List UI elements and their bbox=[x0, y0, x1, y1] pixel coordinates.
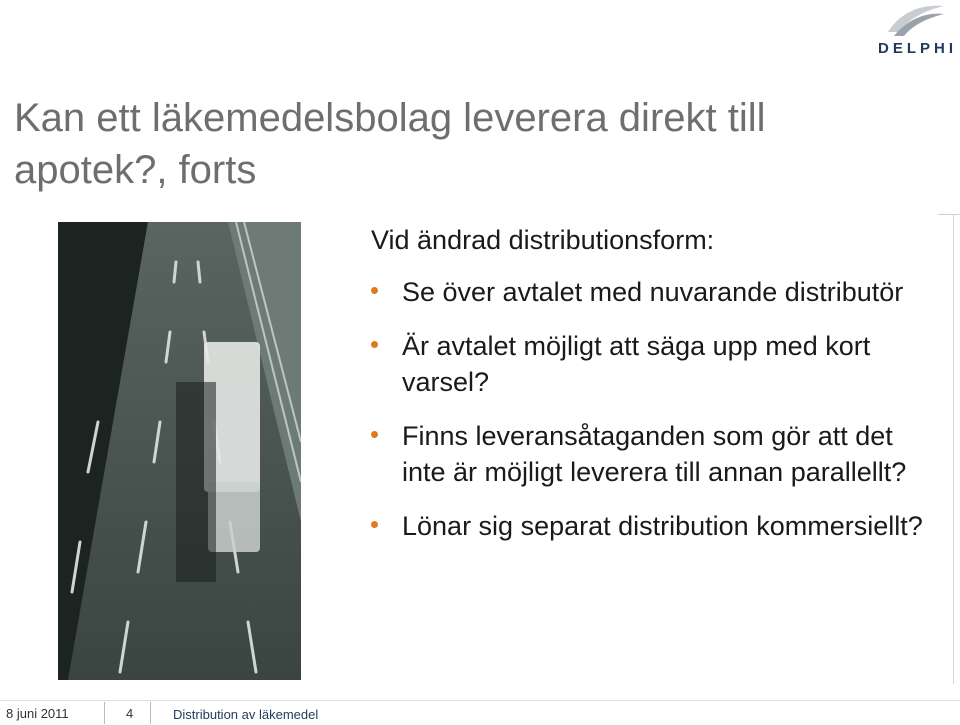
divider bbox=[953, 214, 954, 684]
bullet-text: Finns leveransåtaganden som gör att det inte är möjligt leverera till annan parallellt? bbox=[402, 421, 907, 487]
footer-separator bbox=[104, 702, 105, 724]
bullet-text: Se över avtalet med nuvarande distributör bbox=[402, 277, 904, 307]
footer bbox=[0, 700, 960, 725]
footer-separator bbox=[150, 702, 151, 724]
list-item bbox=[371, 418, 931, 490]
content-area bbox=[371, 222, 931, 562]
list-item bbox=[371, 274, 931, 310]
list-item bbox=[371, 328, 931, 400]
divider bbox=[938, 214, 960, 215]
page-number: 4 bbox=[126, 706, 134, 721]
delphi-logo bbox=[870, 0, 960, 62]
bullet-icon bbox=[371, 431, 378, 438]
bullet-text: Lönar sig separat distribution kommersiellt? bbox=[402, 511, 923, 541]
bullet-icon bbox=[371, 287, 378, 294]
logo-text: DELPHI bbox=[878, 40, 958, 57]
lead-text: Vid ändrad distributionsform: bbox=[371, 225, 715, 255]
footer-divider bbox=[0, 700, 960, 701]
slide-title: Kan ett läkemedelsbolag leverera direkt till apotek?, forts bbox=[14, 96, 766, 192]
delphi-swoosh-icon bbox=[884, 2, 946, 40]
footer-date: 8 juni 2011 bbox=[6, 706, 69, 721]
bullet-text: Är avtalet möjligt att säga upp med kort varsel? bbox=[402, 331, 871, 397]
list-item bbox=[371, 508, 931, 544]
bullet-icon bbox=[371, 341, 378, 348]
bullet-icon bbox=[371, 521, 378, 528]
bullet-list bbox=[371, 274, 931, 544]
highway-truck-photo bbox=[58, 222, 301, 680]
footer-text: Distribution av läkemedel bbox=[173, 707, 319, 722]
